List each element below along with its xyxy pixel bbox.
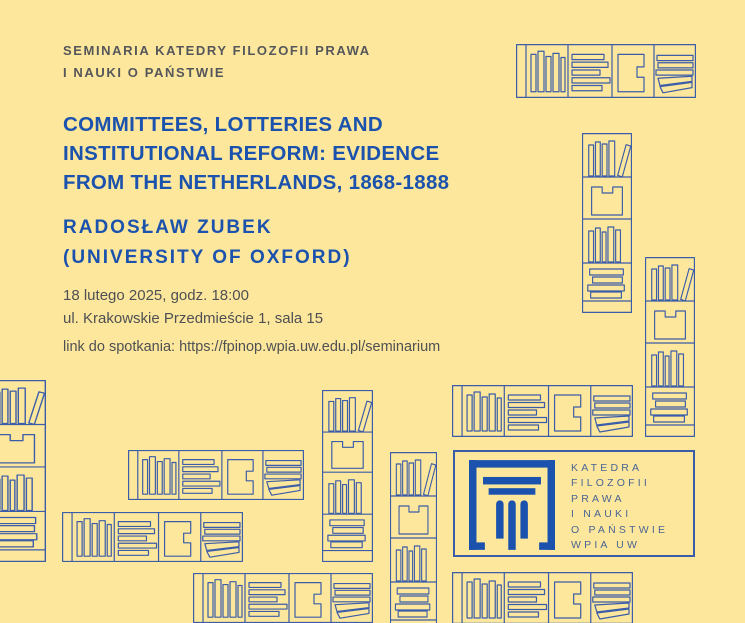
bookshelf-horizontal-icon <box>452 572 633 623</box>
department-logo-box <box>453 450 695 557</box>
bookshelf-horizontal-icon <box>452 385 633 437</box>
bookshelf-vertical-icon <box>0 380 46 562</box>
event-details <box>63 284 323 330</box>
classical-column-icon <box>469 460 555 550</box>
series-heading-line1: SEMINARIA KATEDRY FILOZOFII PRAWA <box>63 43 371 58</box>
logo-text-line: PRAWA <box>571 492 625 505</box>
department-logo-text <box>571 461 668 553</box>
bookshelf-horizontal-icon <box>516 44 696 98</box>
logo-text-line: KATEDRA <box>571 462 643 474</box>
talk-title-line2: INSTITUTIONAL REFORM: EVIDENCE <box>63 142 440 165</box>
event-address: ul. Krakowskie Przedmieście 1, sala 15 <box>63 310 324 327</box>
bookshelf-vertical-icon <box>390 452 437 623</box>
logo-text-line: FILOZOFII <box>571 477 650 490</box>
series-heading <box>63 40 371 84</box>
logo-text-line: I NAUKI <box>571 508 632 521</box>
meeting-link-url[interactable]: https://fpinop.wpia.uw.edu.pl/seminarium <box>179 339 441 355</box>
bookshelf-horizontal-icon <box>193 573 373 623</box>
talk-title-line3: FROM THE NETHERLANDS, 1868-1888 <box>63 171 450 194</box>
bookshelf-vertical-icon <box>322 390 373 562</box>
series-heading-line2: I NAUKI O PAŃSTWIE <box>63 65 226 80</box>
talk-title <box>63 110 449 197</box>
bookshelf-vertical-icon <box>645 257 695 437</box>
meeting-link-line <box>63 339 440 355</box>
meeting-link-label: link do spotkania: <box>63 339 180 355</box>
bookshelf-vertical-icon <box>582 133 632 313</box>
speaker <box>63 213 352 273</box>
bookshelf-horizontal-icon <box>128 450 304 500</box>
speaker-affiliation: (UNIVERSITY OF OXFORD) <box>63 247 352 268</box>
bookshelf-horizontal-icon <box>62 512 243 562</box>
speaker-name: RADOSŁAW ZUBEK <box>63 217 273 238</box>
logo-text-line: WPIA UW <box>571 539 641 552</box>
logo-text-line: O PAŃSTWIE <box>571 523 669 536</box>
talk-title-line1: COMMITTEES, LOTTERIES AND <box>63 113 383 136</box>
event-datetime: 18 lutego 2025, godz. 18:00 <box>63 287 249 304</box>
